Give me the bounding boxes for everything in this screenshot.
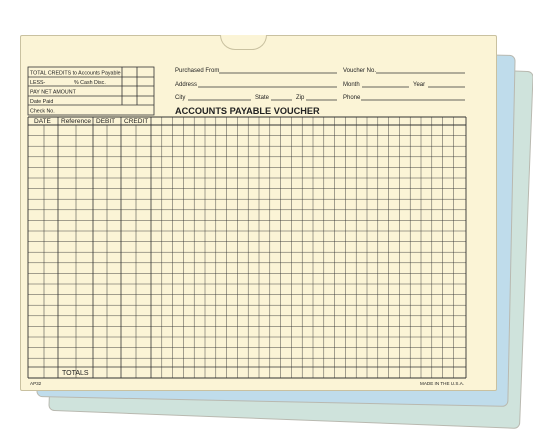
city-label: City — [175, 95, 186, 101]
voucher-no-label: Voucher No. — [343, 68, 377, 74]
month-label: Month — [343, 82, 360, 88]
phone-label: Phone — [343, 95, 361, 101]
form-code: AP32 — [30, 381, 42, 386]
col-reference-header: Reference — [61, 118, 91, 125]
cash-disc-label: % Cash Disc. — [74, 80, 106, 86]
purchased-from-label: Purchased From — [175, 68, 220, 74]
check-no-label: Check No. — [30, 108, 55, 115]
zip-label: Zip — [296, 95, 305, 101]
col-date-header: DATE — [34, 118, 51, 125]
state-label: State — [255, 95, 270, 101]
totals-label: TOTALS — [62, 370, 89, 377]
date-paid-label: Date Paid — [30, 99, 54, 105]
pay-net-amount-label: PAY NET AMOUNT — [30, 89, 76, 96]
col-credit-header: CREDIT — [124, 118, 149, 125]
col-debit-header: DEBIT — [96, 118, 116, 125]
address-label: Address — [175, 82, 198, 88]
ledger-grid — [28, 117, 466, 378]
less-label: LESS- — [30, 80, 46, 86]
year-label: Year — [413, 82, 426, 88]
made-in-usa: MADE IN THE U.S.A. — [420, 381, 465, 386]
voucher-title: ACCOUNTS PAYABLE VOUCHER — [175, 106, 320, 116]
total-credits-label: TOTAL CREDITS to Accounts Payable — [30, 70, 121, 77]
